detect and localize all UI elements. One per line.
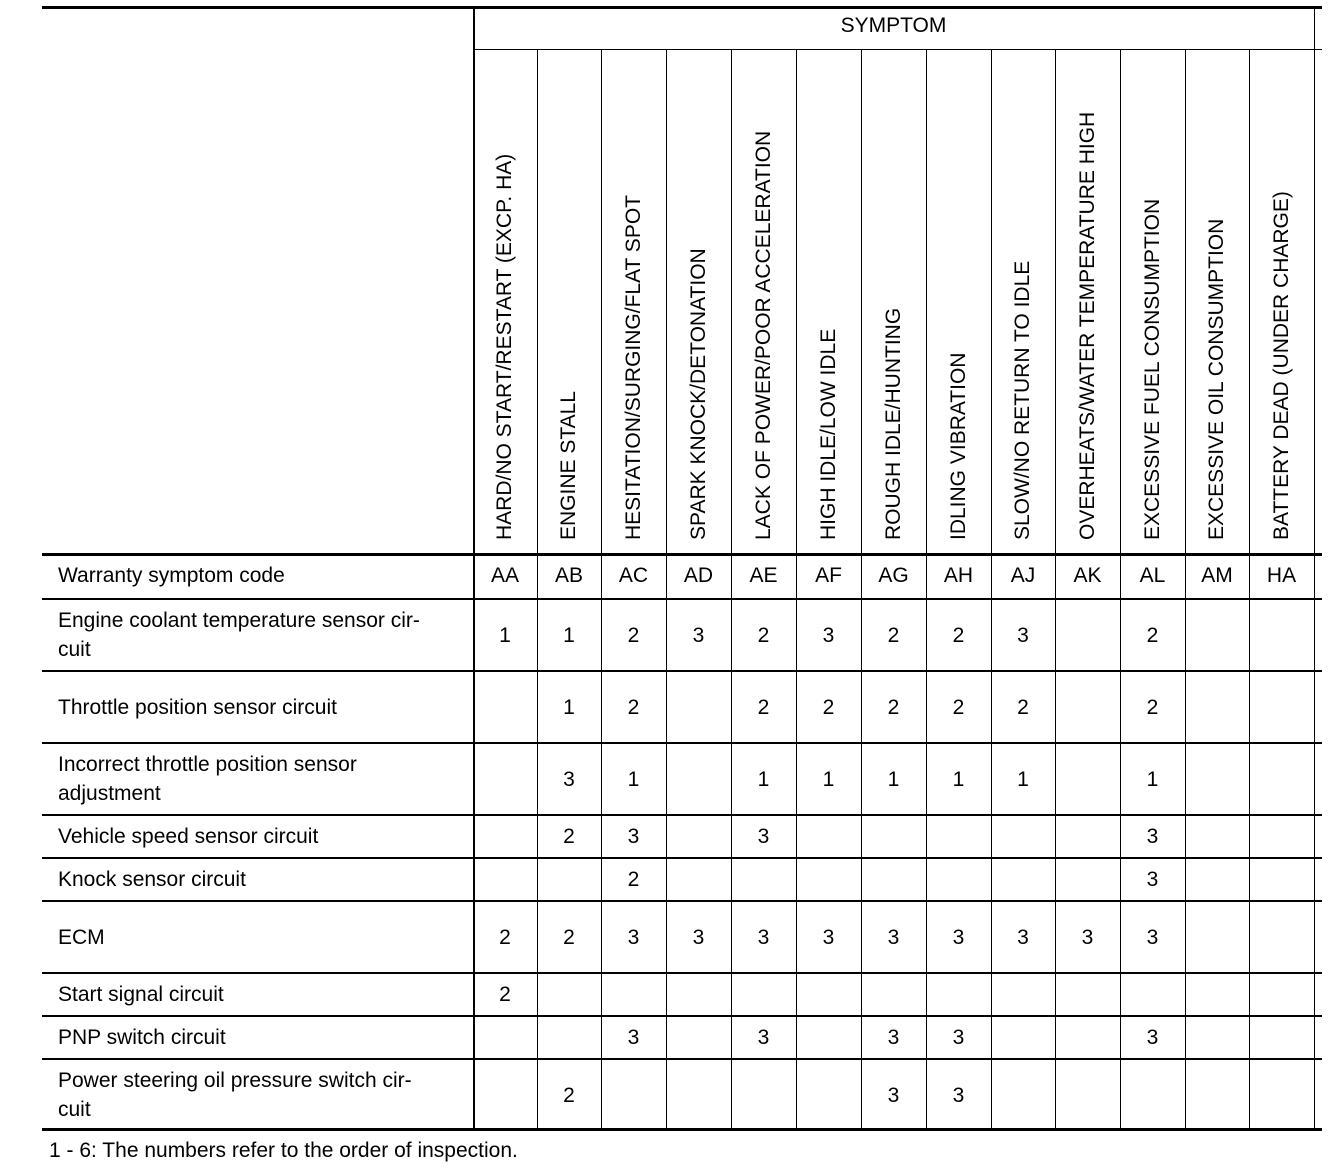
inspection-order-value: 3 — [627, 825, 640, 848]
inspection-order-value: 3 — [952, 925, 965, 949]
symptom-code: AL — [1139, 564, 1166, 587]
inspection-order-value: 2 — [1017, 695, 1029, 719]
row-label: ECM — [58, 925, 105, 949]
inspection-order-value: 3 — [1146, 925, 1159, 949]
row-label: Knock sensor circuit — [58, 868, 246, 891]
symptom-column-header: OVERHEATS/WATER TEMPERATURE HIGH — [1075, 111, 1099, 540]
inspection-order-value: 3 — [887, 925, 900, 949]
symptom-column-header: IDLING VIBRATION — [946, 352, 970, 540]
inspection-order-value: 1 — [563, 623, 575, 647]
row-label: Incorrect throttle position sensor — [58, 753, 357, 776]
inspection-order-value: 3 — [692, 925, 705, 949]
symptom-code: AG — [878, 564, 909, 587]
symptom-code: AD — [683, 564, 714, 587]
row-label: cuit — [58, 1098, 91, 1121]
symptom-code: AC — [618, 564, 649, 587]
symptom-code: AH — [943, 564, 974, 587]
inspection-order-value: 3 — [952, 1083, 965, 1107]
inspection-order-value: 2 — [1146, 623, 1159, 647]
inspection-order-value: 3 — [1146, 825, 1159, 848]
symptom-column-header: LACK OF POWER/POOR ACCELERATION — [751, 130, 775, 540]
inspection-order-value: 3 — [627, 925, 640, 949]
row-divider — [42, 972, 1322, 974]
inspection-order-value: 1 — [887, 767, 900, 791]
inspection-order-value: 2 — [952, 695, 965, 719]
row-label: Throttle position sensor circuit — [58, 695, 337, 719]
row-label: cuit — [58, 638, 91, 661]
inspection-order-value: 2 — [952, 623, 965, 647]
inspection-order-value: 3 — [757, 925, 770, 949]
inspection-order-value: 2 — [499, 983, 511, 1006]
inspection-order-value: 3 — [1146, 1026, 1159, 1049]
inspection-order-value: 2 — [563, 1083, 575, 1107]
inspection-order-value: 2 — [627, 695, 640, 719]
row-label: Engine coolant temperature sensor cir- — [58, 609, 420, 632]
row-label: PNP switch circuit — [58, 1026, 226, 1049]
inspection-order-value: 2 — [757, 695, 770, 719]
inspection-order-value: 2 — [563, 925, 575, 949]
inspection-order-value: 2 — [627, 623, 640, 647]
inspection-order-value: 1 — [1017, 767, 1029, 791]
row-divider — [42, 598, 1322, 600]
inspection-order-value: 3 — [627, 1026, 640, 1049]
inspection-order-value: 2 — [499, 925, 511, 949]
inspection-order-value: 2 — [822, 695, 835, 719]
symptom-column-header: ROUGH IDLE/HUNTING — [881, 307, 905, 540]
table-top-rule — [42, 6, 1322, 9]
inspection-order-value: 3 — [1081, 925, 1094, 949]
code-row-label: Warranty symptom code — [58, 564, 285, 587]
row-label: Power steering oil pressure switch cir- — [58, 1069, 412, 1092]
symptom-code: AK — [1073, 564, 1102, 587]
row-label: Vehicle speed sensor circuit — [58, 825, 319, 848]
inspection-order-value: 2 — [1146, 695, 1159, 719]
inspection-order-value: 2 — [887, 695, 900, 719]
symptom-code: AJ — [1010, 564, 1036, 587]
symptom-code: AF — [815, 564, 842, 587]
inspection-order-value: 1 — [822, 767, 835, 791]
inspection-order-value: 1 — [952, 767, 965, 791]
inspection-order-value: 2 — [887, 623, 900, 647]
inspection-order-value: 3 — [757, 825, 770, 848]
inspection-order-value: 3 — [822, 925, 835, 949]
column-divider — [1314, 6, 1315, 1130]
row-label: Start signal circuit — [58, 983, 224, 1006]
footnote: 1 - 6: The numbers refer to the order of inspection. — [49, 1139, 518, 1162]
inspection-order-value: 3 — [887, 1083, 900, 1107]
symptom-column-header: HARD/NO START/RESTART (EXCP. HA) — [493, 153, 516, 540]
symptom-column-header: HIGH IDLE/LOW IDLE — [816, 328, 840, 540]
row-divider — [42, 742, 1322, 744]
inspection-order-value: 3 — [822, 623, 835, 647]
row-divider — [42, 857, 1322, 859]
inspection-order-value: 3 — [563, 767, 575, 791]
row-divider — [42, 900, 1322, 902]
inspection-order-value: 3 — [757, 1026, 770, 1049]
inspection-order-value: 3 — [1017, 925, 1029, 949]
inspection-order-value: 1 — [499, 623, 511, 647]
row-label: adjustment — [58, 782, 161, 805]
row-divider — [42, 1015, 1322, 1017]
inspection-order-value: 2 — [627, 868, 640, 891]
symptom-column-header: EXCESSIVE OIL CONSUMPTION — [1205, 218, 1228, 540]
inspection-order-value: 3 — [1017, 623, 1029, 647]
symptom-code: AE — [749, 564, 778, 587]
symptom-column-header: ENGINE STALL — [557, 391, 580, 540]
inspection-order-value: 1 — [1146, 767, 1159, 791]
symptom-group-header: SYMPTOM — [840, 14, 947, 37]
symptom-code: AA — [490, 564, 519, 587]
inspection-order-value: 3 — [952, 1026, 965, 1049]
symptom-column-header: SPARK KNOCK/DETONATION — [686, 248, 710, 540]
inspection-order-value: 3 — [692, 623, 705, 647]
symptom-column-header: SLOW/NO RETURN TO IDLE — [1011, 260, 1034, 540]
symptom-column-header: HESITATION/SURGING/FLAT SPOT — [621, 195, 645, 540]
inspection-order-value: 2 — [757, 623, 770, 647]
symptom-code: HA — [1266, 564, 1297, 587]
symptom-column-header: EXCESSIVE FUEL CONSUMPTION — [1140, 198, 1164, 540]
inspection-order-value: 3 — [887, 1026, 900, 1049]
symptom-code: AM — [1201, 564, 1233, 587]
inspection-order-value: 1 — [757, 767, 770, 791]
row-divider — [42, 814, 1322, 816]
inspection-order-value: 1 — [627, 767, 640, 791]
row-divider — [42, 1058, 1322, 1060]
inspection-order-value: 2 — [563, 825, 575, 848]
row-divider — [42, 670, 1322, 672]
inspection-order-value: 3 — [1146, 868, 1159, 891]
symptom-column-header: BATTERY DEAD (UNDER CHARGE) — [1269, 191, 1293, 540]
symptom-code: AB — [554, 564, 583, 587]
inspection-order-value: 1 — [563, 695, 575, 719]
header-bottom-rule — [42, 553, 1322, 556]
table-bottom-rule — [42, 1128, 1322, 1131]
